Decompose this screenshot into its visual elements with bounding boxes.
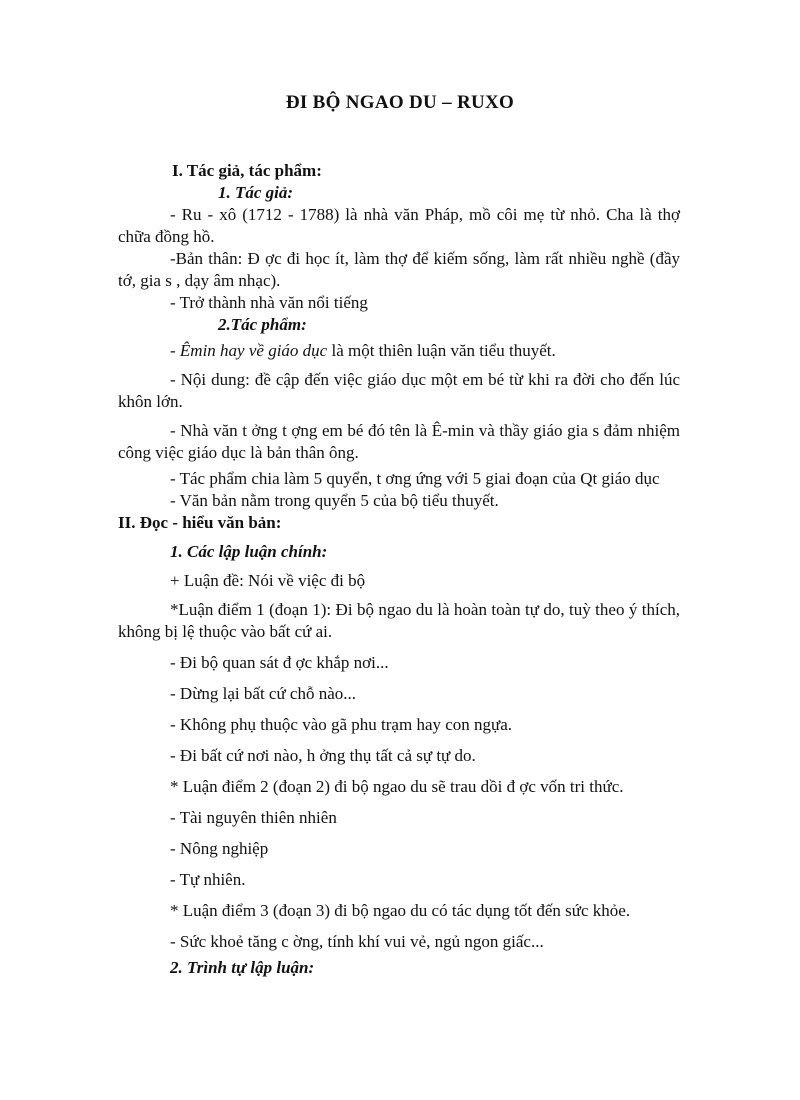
paragraph: - Nhà văn t ởng t ợng em bé đó tên là Ê-min và thầy giáo gia s đảm nhiệm công việc giáo dục là bản thân ông. xyxy=(118,421,680,462)
paragraph: - Tác phẩm chia làm 5 quyển, t ơng ứng với 5 giai đoạn của Qt giáo dục xyxy=(170,469,660,488)
list-item: - Tự nhiên. xyxy=(170,870,246,889)
list-item: - Không phụ thuộc vào gã phu trạm hay con ngựa. xyxy=(170,715,513,734)
section-1-heading: I. Tác giả, tác phẩm: xyxy=(172,161,322,180)
dash: - xyxy=(170,341,180,360)
paragraph-emin xyxy=(118,340,680,362)
paragraph: - Trở thành nhà văn nổi tiếng xyxy=(170,293,368,312)
list-item: - Tài nguyên thiên nhiên xyxy=(170,808,337,827)
list-item: + Luận đề: Nói về việc đi bộ xyxy=(170,571,366,590)
paragraph: - Nội dung: đề cập đến việc giáo dục một em bé từ khi ra đời cho đến lúc khôn lớn. xyxy=(118,370,680,411)
list-item: * Luận điểm 3 (đoạn 3) đi bộ ngao du có tác dụng tốt đến sức khỏe. xyxy=(170,901,631,920)
list-item: - Dừng lại bất cứ chỗ nào... xyxy=(170,684,357,703)
subheading-work: 2.Tác phẩm: xyxy=(218,315,307,334)
list-item: *Luận điểm 1 (đoạn 1): Đi bộ ngao du là hoàn toàn tự do, tuỳ theo ý thích, không bị lệ thuộc vào bất cứ ai. xyxy=(118,600,680,641)
paragraph-text: là một thiên luận văn tiểu thuyết. xyxy=(327,341,556,360)
list-item: - Đi bất cứ nơi nào, h ởng thụ tất cả sự tự do. xyxy=(170,746,476,765)
paragraph: - Văn bản nằm trong quyển 5 của bộ tiểu thuyết. xyxy=(170,491,499,510)
subheading-author: 1. Tác giả: xyxy=(218,183,294,202)
document-title: ĐI BỘ NGAO DU – RUXO xyxy=(285,92,515,113)
subheading-main-arguments: 1. Các lập luận chính: xyxy=(170,542,328,561)
section-2-heading: II. Đọc - hiểu văn bản: xyxy=(118,513,282,532)
paragraph: -Bản thân: Đ ợc đi học ít, làm thợ để kiếm sống, làm rất nhiều nghề (đầy tớ, gia s , dạy âm nhạc). xyxy=(118,249,680,290)
list-item: * Luận điểm 2 (đoạn 2) đi bộ ngao du sẽ trau dồi đ ợc vốn tri thức. xyxy=(170,777,624,796)
list-item: - Nông nghiệp xyxy=(170,839,269,858)
list-item: - Đi bộ quan sát đ ợc khắp nơi... xyxy=(170,653,389,672)
subheading-argument-order: 2. Trình tự lập luận: xyxy=(170,958,315,977)
list-item: - Sức khoẻ tăng c ờng, tính khí vui vẻ, ngủ ngon giấc... xyxy=(170,932,544,951)
document-body xyxy=(118,160,680,979)
work-title-italic: Êmin hay về giáo dục xyxy=(179,341,328,360)
paragraph: - Ru - xô (1712 - 1788) là nhà văn Pháp, mồ côi mẹ từ nhỏ. Cha là thợ chữa đồng hồ. xyxy=(118,205,680,246)
